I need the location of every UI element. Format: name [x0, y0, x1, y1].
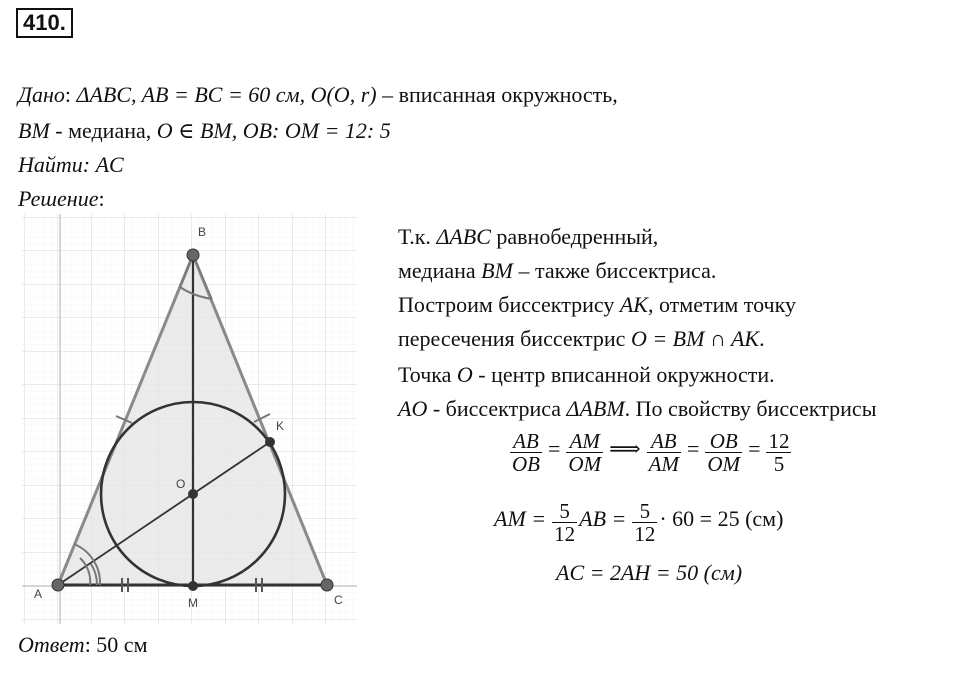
find-value: AC: [95, 152, 124, 177]
point-C: [321, 579, 333, 591]
given-text-2: - медиана,: [49, 118, 157, 143]
given-text-1: – вписанная окружность,: [376, 82, 618, 107]
solution-heading: Решение:: [18, 186, 105, 211]
label-M: M: [188, 596, 198, 610]
point-K: [265, 437, 275, 447]
triangle-diagram: [0, 214, 362, 626]
solution-line-4: пересечения биссектрис O = BM ∩ AK.: [398, 326, 765, 351]
given-line-2: [18, 118, 391, 144]
label-O: O: [176, 477, 186, 491]
solution-label: Решение: [18, 186, 99, 211]
answer-label: Ответ: [18, 632, 85, 657]
solution-line-3: Построим биссектрису AK, отметим точку: [398, 292, 796, 317]
label-A: A: [34, 587, 43, 601]
label-B: B: [198, 225, 207, 239]
equation-1: $\frac{AB}{OB}$ = $\frac{AM}{OM}$ ⟹ $\frac{AB}{AM}$ = $\frac{OB}{OM}$ = $\frac{12}{5}$: [512, 429, 790, 476]
answer-line: [18, 632, 148, 658]
point-B: [187, 249, 199, 261]
problem-number: 410.: [16, 8, 73, 38]
point-A: [52, 579, 64, 591]
solution-line-1: Т.к. ΔABC равнобедренный,: [398, 224, 659, 249]
label-C: C: [334, 593, 343, 607]
point-M: [188, 581, 198, 591]
label-K: K: [276, 419, 285, 433]
given-line-1: Дано: ΔABC, AB = BC = 60 см, O(O, r) – вписанная окружность,: [18, 82, 618, 107]
given-math-2b: O ∈ BM, OB: OM = 12: 5: [156, 118, 391, 143]
solution-line-5: Точка O - центр вписанной окружности.: [398, 362, 775, 387]
find-label: Найти:: [18, 152, 91, 177]
answer-value: : 50 см: [84, 632, 148, 657]
equation-3: AC = 2AH = 50 (см): [556, 560, 743, 585]
point-O: [188, 489, 198, 499]
given-label: Дано: [18, 82, 65, 107]
solution-line-2: медиана BM – также биссектриса.: [398, 258, 717, 283]
equation-2: AM = $\frac{5}{12}$ AB = $\frac{5}{12}$ · 60 = 25 (см): [494, 499, 784, 546]
find-line: [18, 152, 124, 178]
given-math-2a: BM: [18, 118, 50, 143]
given-math-1: ΔABC, AB = BC = 60 см, O(O, r): [76, 82, 377, 107]
solution-line-6: AO - биссектриса ΔABM. По свойству биссектрисы: [398, 396, 877, 421]
